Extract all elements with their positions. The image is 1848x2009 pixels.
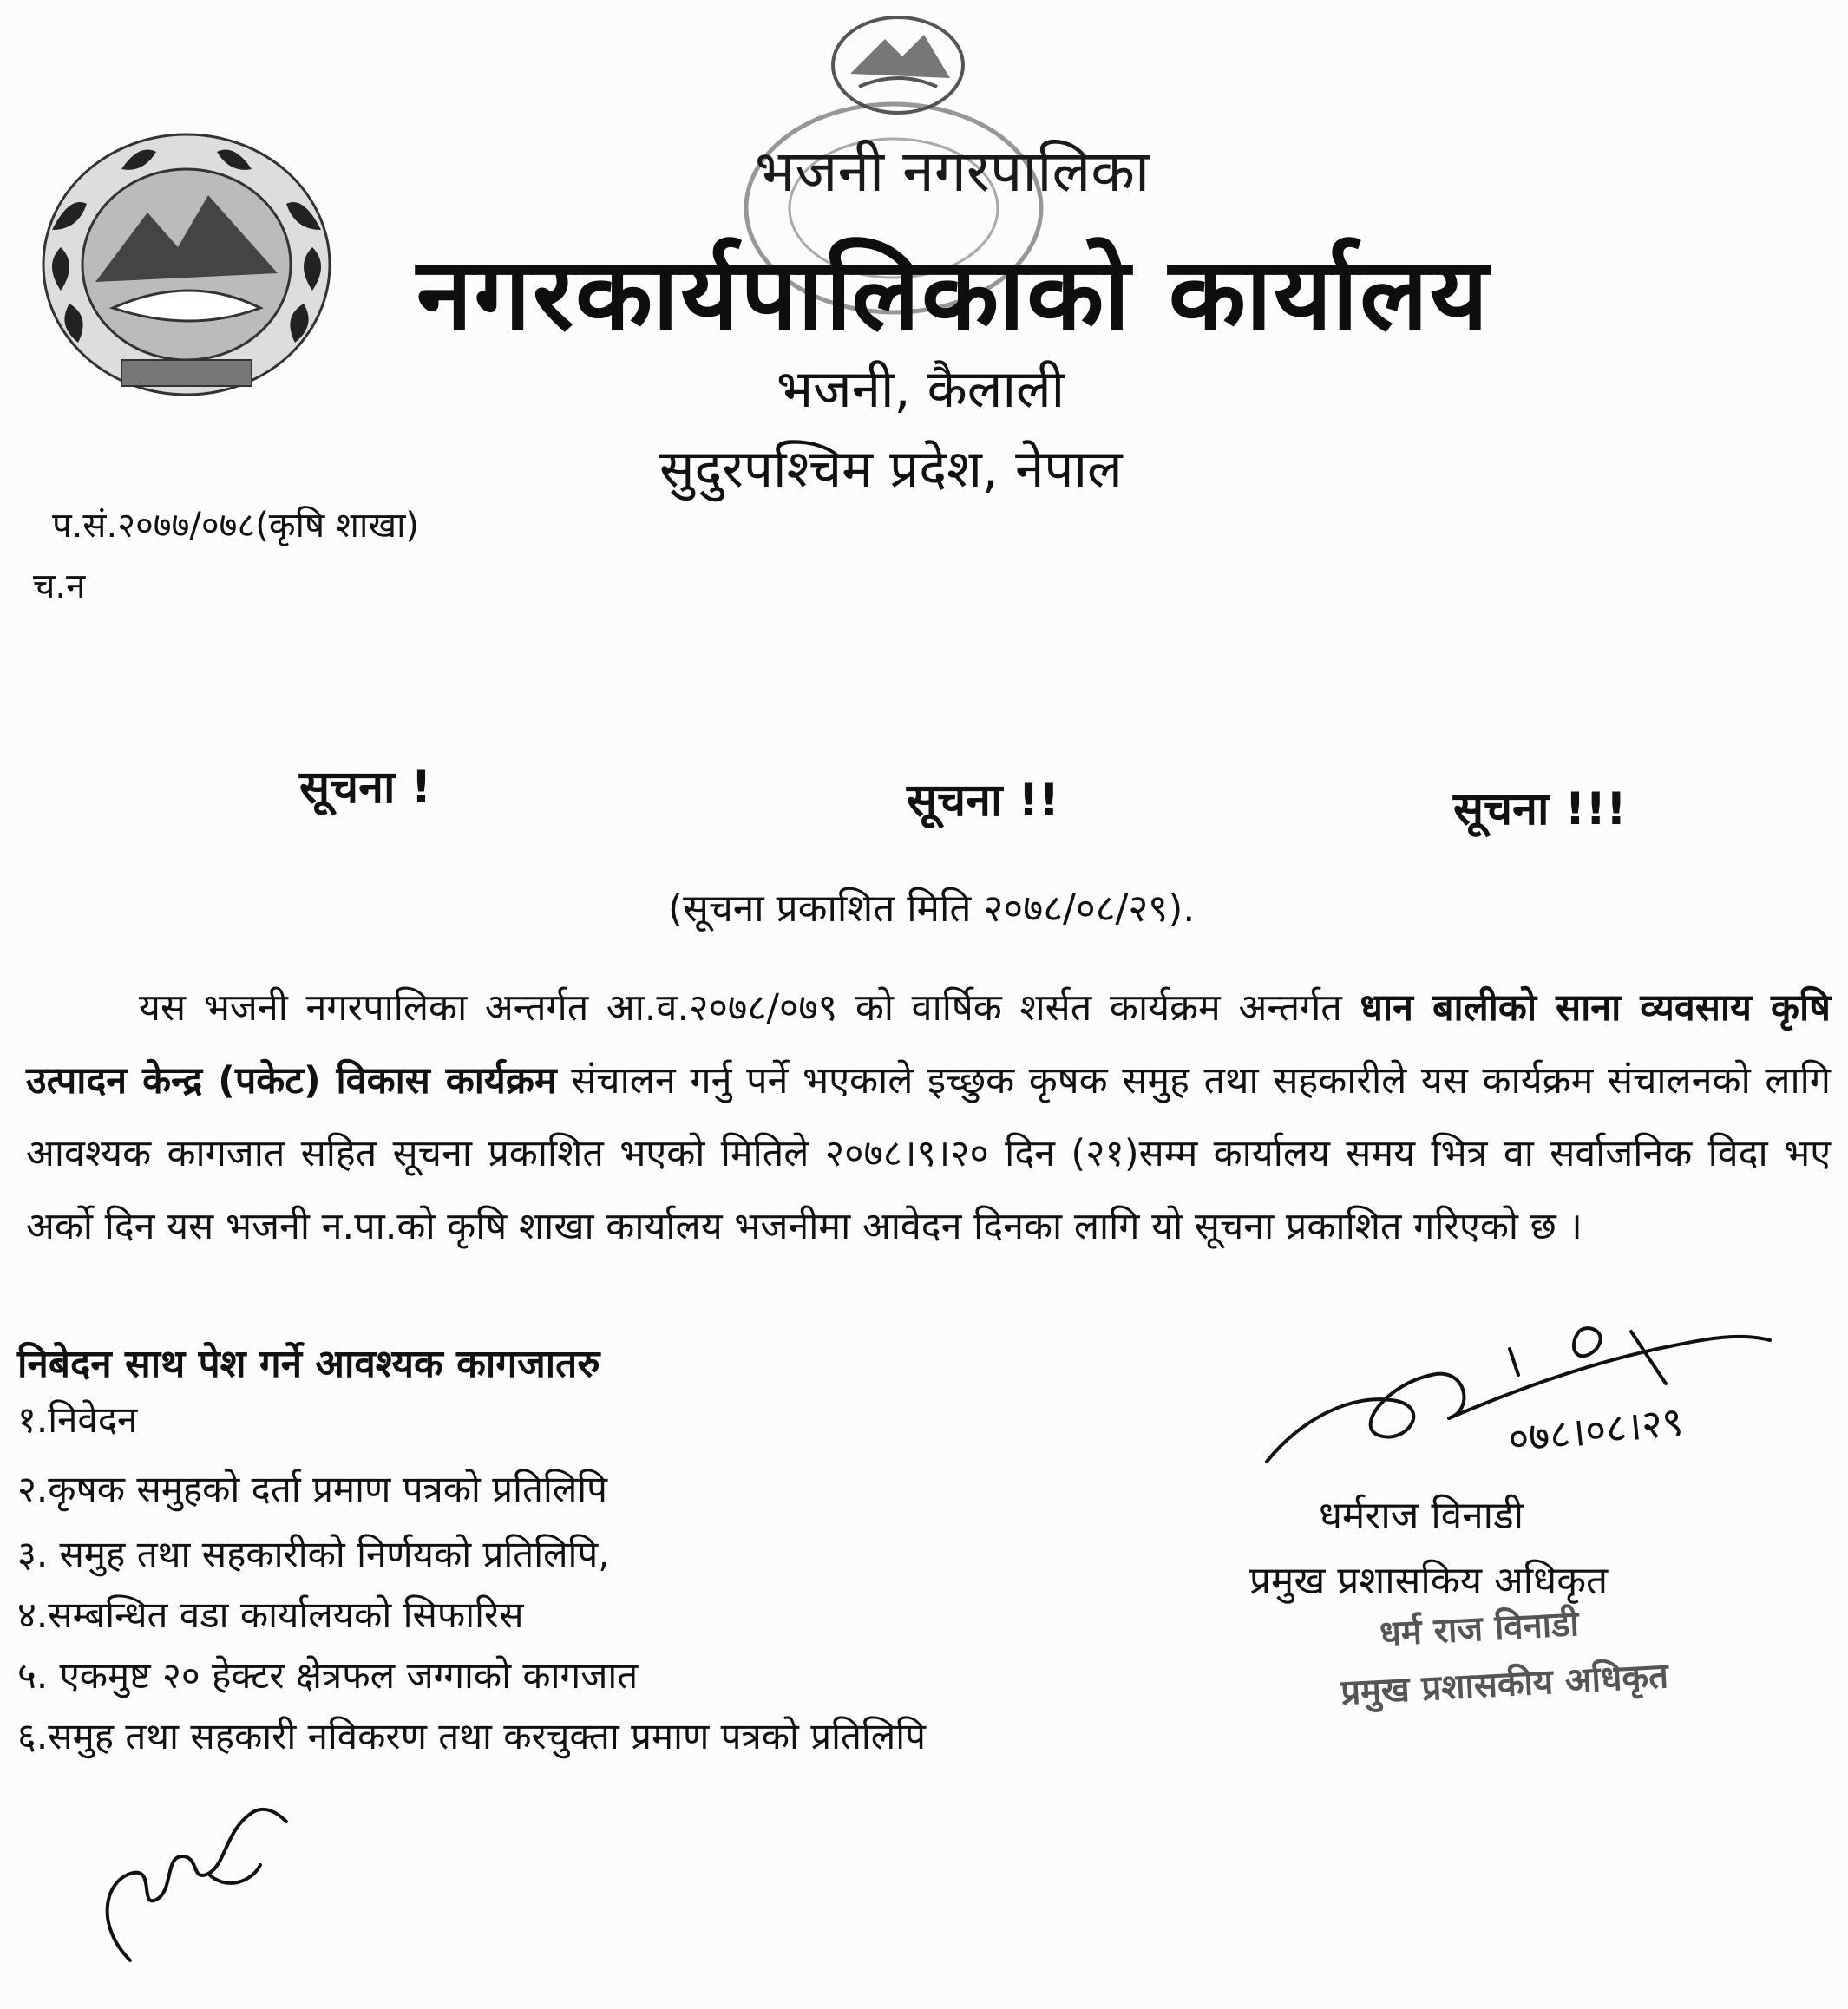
nepal-emblem-icon — [26, 108, 347, 403]
office-province: सुदुरपश्चिम प्रदेश, नेपाल — [659, 439, 1123, 500]
body-part-1: यस भजनी नगरपालिका अन्तर्गत आ.व.२०७८/०७९ को वार्षिक शर्सत कार्यक्रम अन्तर्गत — [139, 986, 1360, 1030]
letter-number: प.सं.२०७७/०७८(कृषि शाखा) — [52, 506, 420, 546]
office-name: नगरकार्यपालिकाको कार्यालय — [416, 236, 1491, 353]
document-item: ६.समुह तथा सहकारी नविकरण तथा करचुक्ता प्रमाण पत्रको प्रतिलिपि — [17, 1715, 927, 1757]
notice-label-2: सूचना !! — [907, 775, 1060, 827]
documents-title: निबेदन साथ पेश गर्ने आवश्यक कागजातरु — [17, 1342, 600, 1386]
document-item: ३. समुह तथा सहकारीको निर्णयको प्रतिलिपि, — [17, 1533, 610, 1575]
published-date: (सूचना प्रकाशित मिति २०७८/०८/२९). — [668, 887, 1196, 931]
signatory-name: धर्मराज विनाडी — [1319, 1494, 1524, 1538]
signature-date: ०७८।०८।२९ — [1505, 1397, 1686, 1463]
stamp-signatory-title: प्रमुख प्रशासकीय अधिकृत — [1340, 1656, 1670, 1713]
document-item: १.निवेदन — [17, 1398, 138, 1441]
initial-signature — [78, 1778, 304, 1978]
body-part-2: संचालन गर्नु पर्ने भएकाले इच्छुक कृषक समुह तथा सहकारीले यस कार्यक्रम संचालनको लागि आवश्यक कागजात सहित सूचना प्रकाशित भएको मितिले २०७८।९।२० दिन (२१)सम्म कार्यालय समय भित्र वा सर्वाजनिक विदा भए अर्को दिन यस भजनी न.पा.को कृषि शाखा कार्यालय भजनीमा आवेदन दिनका लागि यो सूचना प्रकाशित गरिएको छ । — [26, 1059, 1831, 1248]
document-item: २.कृषक समुहको दर्ता प्रमाण पत्रको प्रतिलिपि — [17, 1468, 608, 1510]
program-name: धान बालीको साना व्यवसाय कृषि उत्पादन केन्द्र (पकेट) विकास कार्यक्रम — [26, 986, 1831, 1103]
document-item: ५. एकमुष्ट २० हेक्टर क्षेत्रफल जग्गाको कागजात — [17, 1654, 639, 1697]
officer-signature — [1249, 1314, 1822, 1488]
document-item: ४.सम्बन्धित वडा कार्यालयको सिफारिस — [17, 1593, 524, 1636]
notice-label-3: सूचना !!! — [1453, 783, 1627, 835]
notice-body — [26, 972, 1831, 1263]
office-address: भजनी, कैलाली — [777, 359, 1065, 420]
municipality-name: भजनी नगरपालिका — [755, 138, 1150, 205]
signatory-title: प्रमुख प्रशासकिय अधिकृत — [1249, 1559, 1609, 1603]
dispatch-number: च.न — [33, 566, 86, 606]
stamp-signatory-name: धर्म राज विनाडी — [1379, 1604, 1580, 1654]
notice-label-1: सूचना ! — [299, 762, 432, 814]
